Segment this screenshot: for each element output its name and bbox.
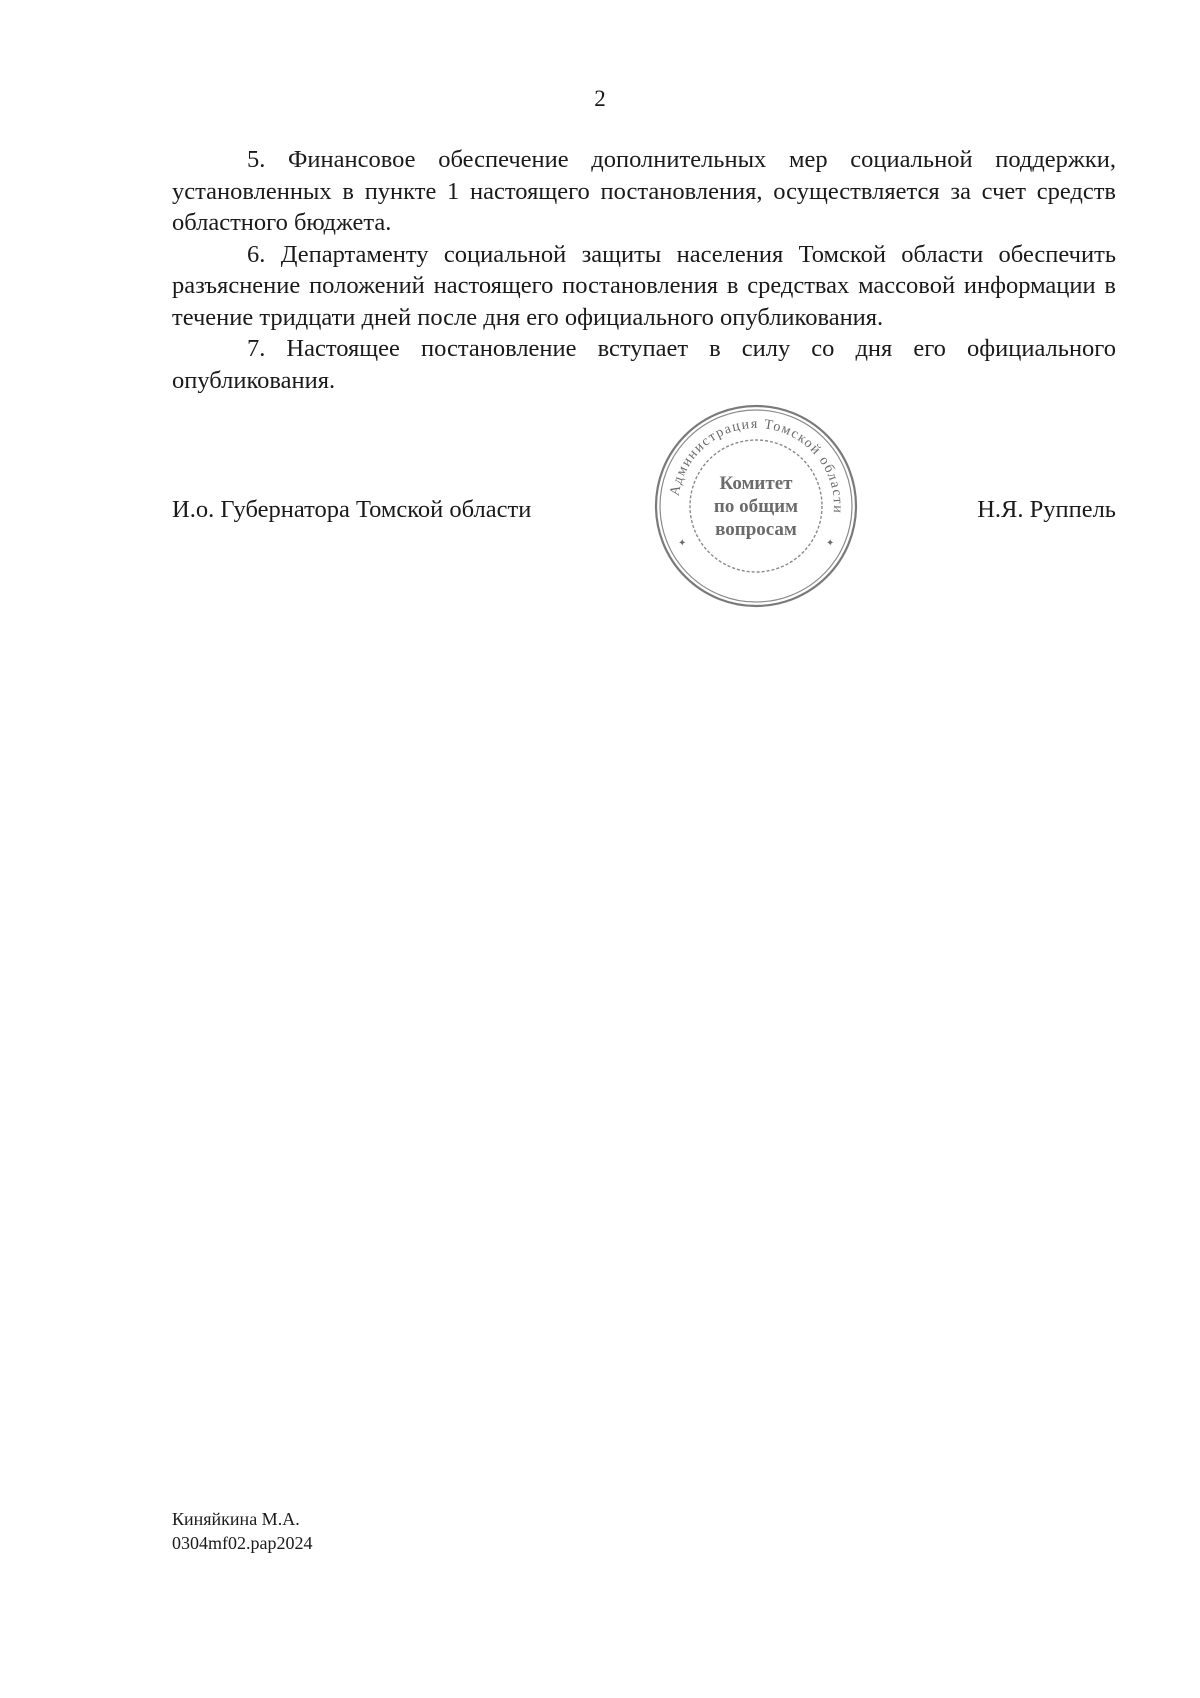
stamp-center-line-1: Комитет: [719, 473, 793, 494]
stamp-seal-icon: [648, 398, 864, 614]
footer-note: [172, 1507, 312, 1555]
footer-author: Киняйкина М.А.: [172, 1509, 300, 1529]
document-body: [172, 144, 1116, 396]
paragraph-7: 7. Настоящее постановление вступает в силу со дня его официального опубликования.: [172, 335, 1116, 394]
stamp-center-line-2: по общим: [713, 496, 799, 517]
paragraph-5: 5. Финансовое обеспечение дополнительных мер социальной поддержки, установленных в пункте 1 настоящего постановления, осуществляется за счет средств областного бюджета.: [172, 146, 1116, 236]
footer-file-code: 0304mf02.pap2024: [172, 1533, 313, 1553]
svg-text:✦: ✦: [678, 538, 687, 549]
signatory-name: Н.Я. Руппель: [977, 496, 1116, 523]
stamp-center-line-3: вопросам: [715, 519, 797, 540]
stamp-ring-text: Администрация Томской области: [667, 416, 846, 515]
signature-block: [172, 490, 1116, 530]
svg-text:✦: ✦: [826, 538, 835, 549]
signatory-title: И.о. Губернатора Томской области: [172, 496, 532, 523]
paragraph-6: 6. Департаменту социальной защиты населения Томской области обеспечить разъяснение положений настоящего постановления в средствах массовой информации в течение тридцати дней после дня его официального опубликования.: [172, 240, 1116, 331]
page-number: 2: [594, 86, 606, 111]
official-stamp: [648, 398, 864, 614]
